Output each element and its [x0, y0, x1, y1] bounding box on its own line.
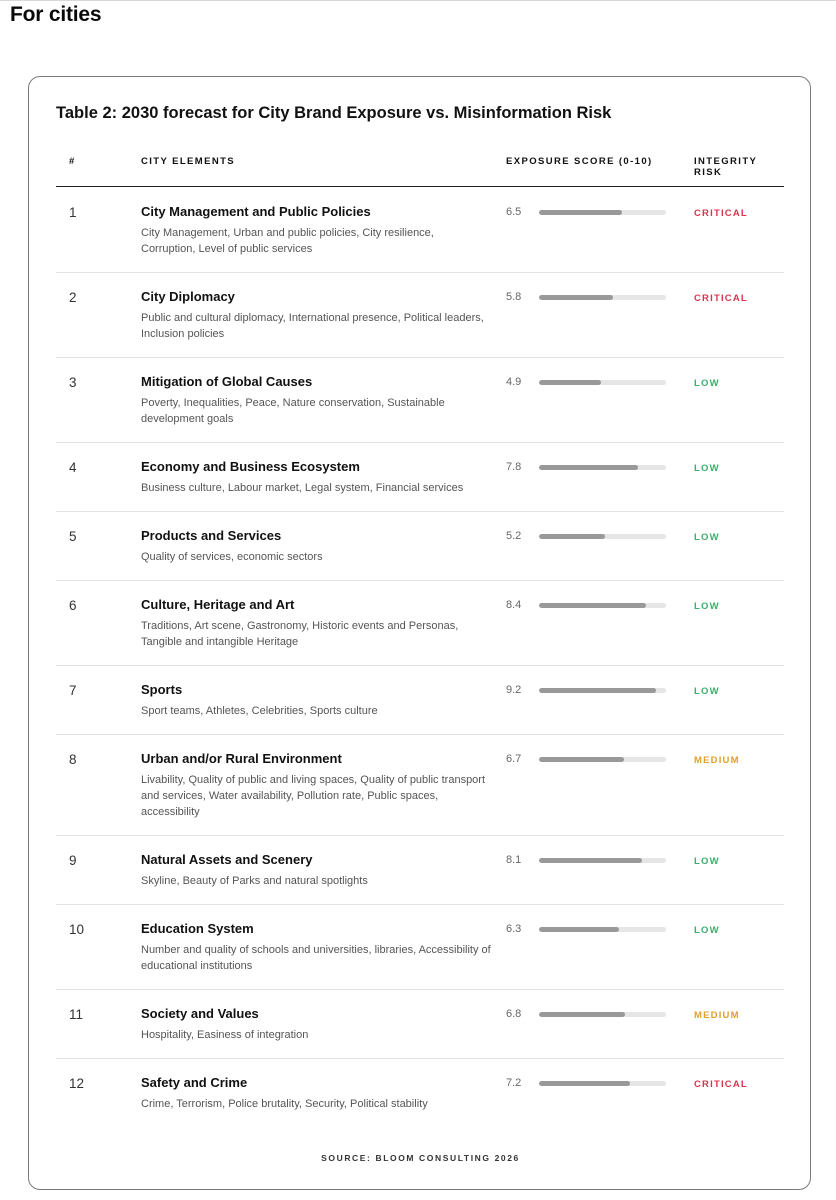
table-card — [28, 76, 811, 1190]
exposure-score-value: 8.1 — [506, 854, 522, 866]
risk-badge: LOW — [694, 856, 720, 867]
row-number: 11 — [69, 1007, 84, 1022]
header-number: # — [69, 156, 76, 167]
table-title: Table 2: 2030 forecast for City Brand Exposure vs. Misinformation Risk — [56, 104, 612, 122]
row-description: Crime, Terrorism, Police brutality, Security, Political stability — [141, 1098, 428, 1110]
risk-badge: LOW — [694, 463, 720, 474]
risk-badge: CRITICAL — [694, 208, 748, 219]
table-row — [56, 1059, 784, 1128]
header-exposure-score: EXPOSURE SCORE (0-10) — [506, 156, 653, 167]
top-divider — [0, 0, 836, 1]
risk-badge: LOW — [694, 601, 720, 612]
row-title: Education System — [141, 921, 254, 936]
risk-badge: CRITICAL — [694, 1079, 748, 1090]
row-description: Business culture, Labour market, Legal system, Financial services — [141, 482, 464, 494]
exposure-bar-track — [539, 757, 666, 762]
exposure-bar-fill — [539, 210, 622, 215]
page-heading: For cities — [10, 3, 102, 26]
row-title: Mitigation of Global Causes — [141, 374, 313, 389]
exposure-score-value: 6.3 — [506, 923, 522, 935]
row-number: 5 — [69, 529, 77, 544]
exposure-bar-track — [539, 603, 666, 608]
exposure-bar-fill — [539, 534, 605, 539]
row-title: City Management and Public Policies — [141, 204, 371, 219]
table-row — [56, 512, 784, 581]
exposure-bar-fill — [539, 858, 642, 863]
exposure-bar-fill — [539, 295, 613, 300]
exposure-bar-track — [539, 465, 666, 470]
row-title: Natural Assets and Scenery — [141, 852, 313, 867]
exposure-score-value: 7.2 — [506, 1077, 522, 1089]
risk-badge: MEDIUM — [694, 1010, 740, 1021]
row-title: Urban and/or Rural Environment — [141, 751, 342, 766]
row-description: Number and quality of schools and universities, libraries, Accessibility of educational institutions — [141, 944, 491, 972]
table-row — [56, 188, 784, 273]
row-description: Poverty, Inequalities, Peace, Nature conservation, Sustainable development goals — [141, 397, 445, 425]
exposure-bar-track — [539, 858, 666, 863]
table-row — [56, 735, 784, 836]
row-title: Products and Services — [141, 528, 282, 543]
row-description: Public and cultural diplomacy, International presence, Political leaders, Inclusion policies — [141, 312, 484, 340]
table-row — [56, 443, 784, 512]
row-description: Livability, Quality of public and living spaces, Quality of public transport and services, Water availability, Pollution rate, Public spaces, accessibility — [141, 774, 486, 818]
row-number: 8 — [69, 752, 77, 767]
table-row — [56, 990, 784, 1059]
table-row — [56, 666, 784, 735]
row-title: Sports — [141, 682, 183, 697]
row-number: 4 — [69, 460, 77, 475]
row-description: Quality of services, economic sectors — [141, 551, 323, 563]
row-number: 1 — [69, 205, 77, 220]
exposure-bar-fill — [539, 757, 624, 762]
exposure-bar-track — [539, 380, 666, 385]
row-title: City Diplomacy — [141, 289, 235, 304]
exposure-bar-track — [539, 295, 666, 300]
row-number: 2 — [69, 290, 77, 305]
exposure-bar-track — [539, 688, 666, 693]
exposure-bar-fill — [539, 380, 601, 385]
row-description: City Management, Urban and public policies, City resilience, Corruption, Level of public services — [141, 227, 434, 255]
exposure-bar-track — [539, 1081, 666, 1086]
row-title: Culture, Heritage and Art — [141, 597, 295, 612]
table-row — [56, 836, 784, 905]
risk-badge: MEDIUM — [694, 755, 740, 766]
header-city-elements: CITY ELEMENTS — [141, 156, 236, 167]
exposure-bar-fill — [539, 927, 619, 932]
exposure-bar-fill — [539, 688, 656, 693]
header-integrity-risk: INTEGRITY RISK — [694, 156, 758, 178]
source-note: SOURCE: BLOOM CONSULTING 2026 — [321, 1153, 520, 1163]
exposure-score-value: 7.8 — [506, 461, 522, 473]
exposure-bar-track — [539, 1012, 666, 1017]
row-number: 6 — [69, 598, 77, 613]
exposure-score-value: 9.2 — [506, 684, 522, 696]
risk-badge: LOW — [694, 532, 720, 543]
exposure-score-value: 5.8 — [506, 291, 522, 303]
table-row — [56, 905, 784, 990]
exposure-bar-track — [539, 534, 666, 539]
exposure-score-value: 6.8 — [506, 1008, 522, 1020]
row-number: 9 — [69, 853, 77, 868]
row-description: Sport teams, Athletes, Celebrities, Sports culture — [141, 705, 378, 717]
risk-badge: LOW — [694, 686, 720, 697]
row-number: 10 — [69, 922, 85, 937]
row-title: Economy and Business Ecosystem — [141, 459, 360, 474]
exposure-bar-track — [539, 210, 666, 215]
exposure-bar-fill — [539, 465, 638, 470]
row-description: Skyline, Beauty of Parks and natural spotlights — [141, 875, 368, 887]
exposure-score-value: 6.5 — [506, 206, 522, 218]
risk-badge: CRITICAL — [694, 293, 748, 304]
exposure-bar-fill — [539, 603, 646, 608]
row-title: Society and Values — [141, 1006, 259, 1021]
risk-badge: LOW — [694, 378, 720, 389]
row-description: Hospitality, Easiness of integration — [141, 1029, 309, 1041]
exposure-score-value: 4.9 — [506, 376, 522, 388]
exposure-score-value: 5.2 — [506, 530, 522, 542]
row-title: Safety and Crime — [141, 1075, 248, 1090]
risk-badge: LOW — [694, 925, 720, 936]
table-row — [56, 273, 784, 358]
table-row — [56, 358, 784, 443]
exposure-score-value: 6.7 — [506, 753, 522, 765]
row-description: Traditions, Art scene, Gastronomy, Historic events and Personas, Tangible and intangible Heritage — [141, 620, 459, 648]
exposure-score-value: 8.4 — [506, 599, 522, 611]
row-number: 12 — [69, 1076, 85, 1091]
table-header — [56, 156, 784, 187]
row-number: 7 — [69, 683, 77, 698]
row-number: 3 — [69, 375, 77, 390]
exposure-bar-track — [539, 927, 666, 932]
exposure-bar-fill — [539, 1081, 630, 1086]
table-row — [56, 581, 784, 666]
exposure-bar-fill — [539, 1012, 625, 1017]
